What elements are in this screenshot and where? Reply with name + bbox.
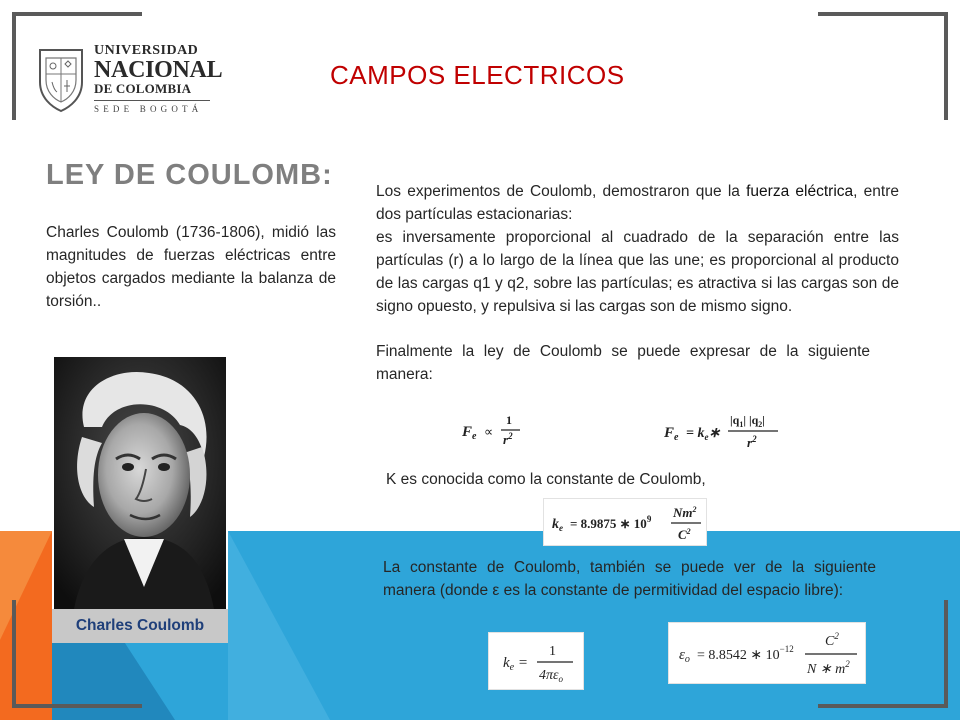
k2-den: 4πε bbox=[539, 668, 559, 683]
f1-sub: e bbox=[472, 431, 477, 442]
svg-text:= 8.9875 ∗ 109 bbox=[570, 514, 652, 531]
k-unit-num: Nm bbox=[673, 505, 693, 520]
intro-paragraph: Charles Coulomb (1736-1806), midió las magnitudes de fuerzas eléctricas entre objetos cargados mediante la balanza de torsión.. bbox=[46, 224, 336, 310]
coulomb-experiments-paragraph bbox=[376, 180, 899, 318]
svg-text:|q1| |q2|: $|q_1|$ $|q_2|$ bbox=[730, 413, 765, 429]
eps-exp: −12 bbox=[779, 644, 794, 654]
logo-line-nacional: NACIONAL bbox=[94, 57, 223, 83]
f1-num: 1 bbox=[506, 413, 512, 427]
svg-text:εo bbox=[679, 647, 690, 665]
formula-k-permittivity bbox=[489, 633, 585, 691]
f2-sub: e bbox=[674, 432, 679, 443]
eps-sub: o bbox=[684, 654, 690, 665]
eps-value: = 8.8542 ∗ 10 bbox=[697, 648, 780, 663]
svg-text:ke =: $k_e$ = bbox=[503, 655, 528, 673]
logo-line-colombia: DE COLOMBIA bbox=[94, 81, 192, 96]
formula-k-value-box bbox=[543, 498, 707, 546]
k2-num: 1 bbox=[549, 644, 556, 659]
formula-coulomb-law bbox=[662, 410, 782, 456]
portrait-photo bbox=[54, 357, 226, 609]
svg-text:Fe bbox=[461, 424, 477, 442]
logo-line-sede: SEDE BOGOTÁ bbox=[94, 104, 203, 114]
svg-text:4πεo: $4\pi\varepsilon_o$ bbox=[539, 668, 564, 684]
eps-num: C bbox=[825, 634, 835, 649]
k-sub: e bbox=[559, 523, 563, 533]
svg-text:C2: $C^2$ bbox=[825, 631, 839, 649]
p1-text-b: , entre dos partículas estacionarias: bbox=[376, 183, 900, 223]
k-unit-den: C bbox=[678, 527, 687, 542]
k-exp: 9 bbox=[646, 514, 652, 524]
svg-text:= ke∗: = $k_e∗$ bbox=[686, 426, 721, 442]
logo-line-universidad: UNIVERSIDAD bbox=[94, 43, 199, 58]
k-lhs: k bbox=[552, 517, 559, 532]
svg-text:ke bbox=[552, 517, 563, 533]
formula-k-value bbox=[544, 499, 708, 547]
f2-den: r bbox=[747, 435, 753, 450]
portrait-figure bbox=[52, 355, 228, 643]
p1-emphasis: fuerza eléctrica bbox=[746, 183, 854, 200]
svg-text:= 8.8542 ∗ 10−12 bbox=[697, 644, 794, 663]
eps-den: N ∗ m bbox=[807, 662, 846, 677]
formula-epsilon-box bbox=[668, 622, 866, 684]
f2-eq: = k bbox=[686, 426, 705, 441]
crest-icon bbox=[32, 44, 90, 114]
frame-top-right bbox=[818, 14, 946, 120]
permittivity-paragraph: La constante de Coulomb, también se puede ver de la siguiente manera (donde ε es la constante de permitividad del espacio libre): bbox=[383, 559, 876, 599]
slide-subtitle: LEY DE COULOMB: bbox=[46, 159, 333, 191]
constant-paragraph: K es conocida como la constante de Coulomb, bbox=[386, 471, 706, 488]
f1-den-exp: 2 bbox=[508, 431, 513, 441]
f1-rel: ∝ bbox=[484, 425, 494, 440]
svg-text:Fe bbox=[663, 425, 679, 443]
law-expression-paragraph: Finalmente la ley de Coulomb se puede expresar de la siguiente manera: bbox=[376, 343, 870, 383]
f1-den: r bbox=[503, 432, 509, 447]
p2-text: es inversamente proporcional al cuadrado de la separación entre las partículas (r) a lo largo de la línea que las une; es proporcional al producto de las cargas q1 y q2, sobre las partículas; es atractiva si las cargas son de signo opuesto, y repulsiva si las cargas son de mismo signo. bbox=[376, 229, 899, 315]
portrait-caption: Charles Coulomb bbox=[52, 609, 228, 643]
logo-divider bbox=[94, 100, 210, 101]
f2-k-sub: e bbox=[704, 432, 709, 442]
p1-text-a: Los experimentos de Coulomb, demostraron que la bbox=[376, 183, 740, 200]
k-value: = 8.9875 ∗ 10 bbox=[570, 516, 647, 531]
university-logo bbox=[32, 40, 223, 125]
eps-lhs: ε bbox=[679, 647, 685, 663]
f2-lhs: F bbox=[664, 425, 675, 441]
f1-lhs: F bbox=[462, 424, 473, 440]
svg-text:r2: $r^2$ bbox=[747, 434, 757, 450]
formula-k-permittivity-box bbox=[488, 632, 584, 690]
f2-num: |q bbox=[730, 413, 740, 427]
svg-text:r2 bbox=[503, 431, 513, 447]
formula-proportional bbox=[460, 410, 530, 450]
svg-text:N ∗ m2: N ∗ $m^2$ bbox=[807, 659, 850, 677]
svg-text:C2: $C^2$ bbox=[678, 527, 691, 542]
svg-text:Nm2: Nm$^2$ bbox=[673, 505, 697, 520]
formula-epsilon bbox=[669, 623, 867, 685]
slide-title: CAMPOS ELECTRICOS bbox=[330, 60, 625, 90]
